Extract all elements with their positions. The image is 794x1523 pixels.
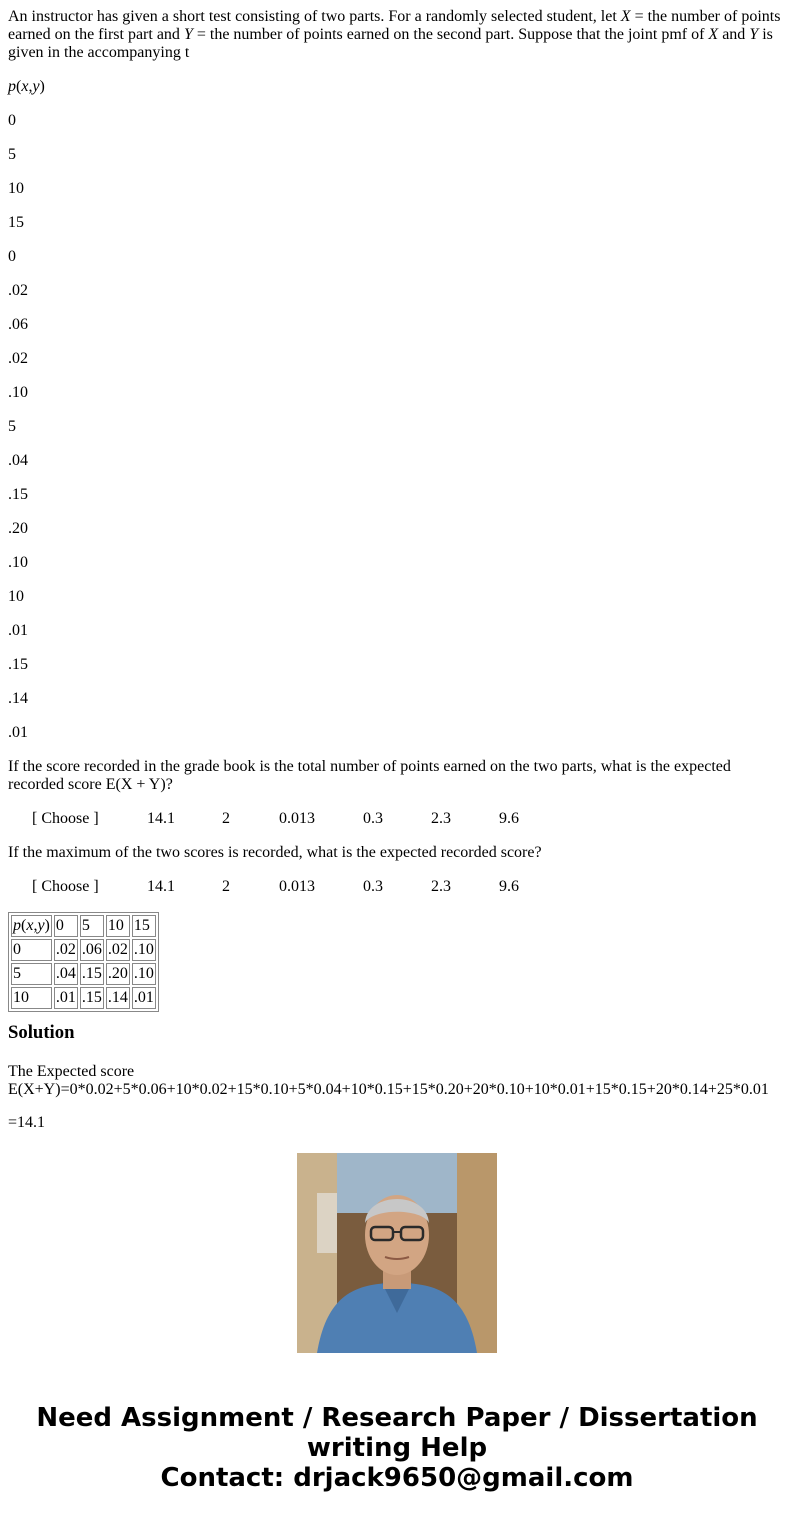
table-header-row <box>11 915 156 937</box>
contact-email: Contact: drjack9650@gmail.com <box>160 1463 634 1493</box>
var-x: X <box>708 26 719 43</box>
flat-cell: 10 <box>8 588 24 605</box>
flat-cell: .10 <box>8 384 28 401</box>
table-cell: .14 <box>106 987 130 1009</box>
flat-cell: .04 <box>8 452 28 469</box>
solution-text <box>8 1063 769 1099</box>
document <box>8 8 786 1131</box>
flat-cell: .14 <box>8 690 28 707</box>
flat-cell: .15 <box>8 486 28 503</box>
answer-option[interactable]: 0.013 <box>279 878 315 895</box>
avatar <box>297 1153 497 1353</box>
intro-text-3: = the number of points earned on the second part. Suppose that the joint pmf of <box>192 26 709 43</box>
table-header-cell: 5 <box>80 915 104 937</box>
flat-cell: .10 <box>8 554 28 571</box>
answer-option[interactable]: 2.3 <box>431 810 451 827</box>
table-cell: .15 <box>80 987 104 1009</box>
table-cell: .15 <box>80 963 104 985</box>
row-label: 5 <box>11 963 52 985</box>
intro-text-4: and <box>718 26 750 43</box>
flat-cell: 10 <box>8 180 24 197</box>
table-cell: .02 <box>106 939 130 961</box>
row-label: 0 <box>11 939 52 961</box>
solution-line: The Expected score <box>8 1063 135 1080</box>
flat-cell: .01 <box>8 622 28 639</box>
answer-option[interactable]: 9.6 <box>499 810 519 827</box>
flat-cell: .01 <box>8 724 28 741</box>
table-row <box>11 987 156 1009</box>
table-row <box>11 939 156 961</box>
pmf-label: p(x,y) <box>8 78 45 95</box>
table-cell: .06 <box>80 939 104 961</box>
table-cell: .10 <box>132 939 156 961</box>
flat-cell: .20 <box>8 520 28 537</box>
banner-line: Need Assignment / Research Paper / Dissertation <box>36 1403 758 1433</box>
flat-cell: 15 <box>8 214 24 231</box>
answer-option[interactable]: 0.3 <box>363 810 383 827</box>
joint-pmf-table <box>8 912 159 1012</box>
table-cell: .01 <box>54 987 78 1009</box>
answer-option[interactable]: 2 <box>222 810 230 827</box>
table-cell: .20 <box>106 963 130 985</box>
intro-text-5: is given in the accompanying t <box>8 26 773 61</box>
banner-line: writing Help <box>306 1433 488 1463</box>
var-x: X <box>620 8 631 25</box>
question-intro <box>8 8 786 62</box>
flat-cell: .06 <box>8 316 28 333</box>
intro-text-1: An instructor has given a short test consisting of two parts. For a randomly selected student, let <box>8 8 621 25</box>
flat-cell: .02 <box>8 282 28 299</box>
table-header-cell: 15 <box>132 915 156 937</box>
select-placeholder[interactable]: [ Choose ] <box>32 878 99 895</box>
table-cell: .02 <box>54 939 78 961</box>
flat-cell: .02 <box>8 350 28 367</box>
flat-cell: .15 <box>8 656 28 673</box>
var-y: Y <box>749 26 759 43</box>
person-photo-icon <box>297 1153 497 1353</box>
solution-result: =14.1 <box>8 1114 46 1131</box>
table-header-cell: 10 <box>106 915 130 937</box>
table-row <box>11 963 156 985</box>
solution-heading: Solution <box>8 1022 75 1043</box>
answer-option[interactable]: 2 <box>222 878 230 895</box>
answer-option[interactable]: 14.1 <box>147 878 175 895</box>
intro-text-2: = the number of points earned on the first part and <box>8 8 781 43</box>
row-label: 10 <box>11 987 52 1009</box>
answer-option[interactable]: 2.3 <box>431 878 451 895</box>
answer-option[interactable]: 0.3 <box>363 878 383 895</box>
answer-option[interactable]: 9.6 <box>499 878 519 895</box>
question-2-text: If the maximum of the two scores is recorded, what is the expected recorded score? <box>8 844 542 861</box>
question-1-text: If the score recorded in the grade book is the total number of points earned on the two parts, what is the expected recorded score E(X + Y)? <box>8 758 731 793</box>
table-cell: .04 <box>54 963 78 985</box>
flat-cell: 5 <box>8 146 16 163</box>
flat-cell: 0 <box>8 112 16 129</box>
var-y: Y <box>183 26 193 43</box>
answer-option[interactable]: 14.1 <box>147 810 175 827</box>
promo-banner <box>0 1403 794 1493</box>
select-placeholder[interactable]: [ Choose ] <box>32 810 99 827</box>
table-header-cell: 0 <box>54 915 78 937</box>
pmf-header-cell: p(x,y) <box>11 915 52 937</box>
table-cell: .01 <box>132 987 156 1009</box>
solution-formula: E(X+Y)=0*0.02+5*0.06+10*0.02+15*0.10+5*0.04+10*0.15+15*0.20+20*0.10+10*0.01+15*0.15+20*0.14+25*0.01 <box>8 1081 769 1098</box>
table-cell: .10 <box>132 963 156 985</box>
flat-cell: 0 <box>8 248 16 265</box>
answer-option[interactable]: 0.013 <box>279 810 315 827</box>
flat-cell: 5 <box>8 418 16 435</box>
